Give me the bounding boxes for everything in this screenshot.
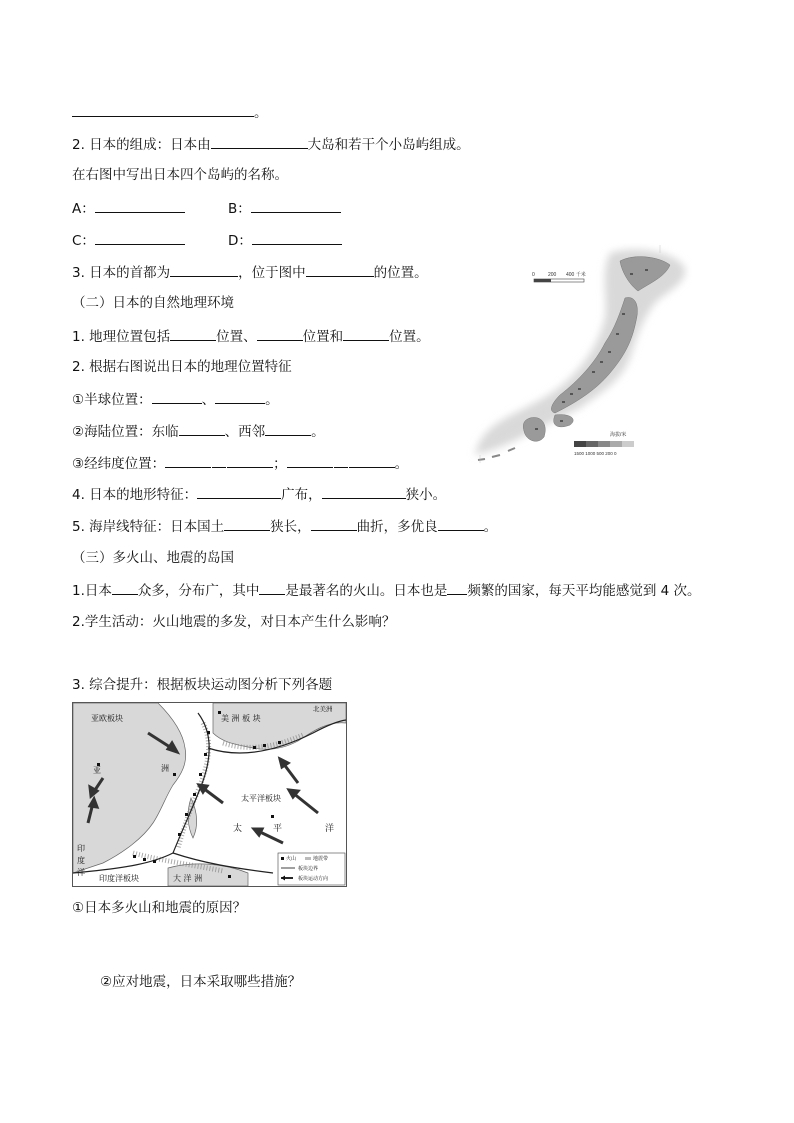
island-a-blank[interactable] [95, 200, 185, 213]
japan-map [460, 243, 692, 465]
previous-answer-line: 。 [72, 104, 268, 121]
asia-label: 亚 [93, 766, 101, 775]
sea-land-row: ②海陆位置：东临 、西邻 。 [72, 424, 325, 440]
oceania-label: 大 洋 洲 [173, 874, 203, 883]
answer-blank[interactable] [349, 455, 395, 468]
pacific-ocean-label-3: 洋 [325, 824, 335, 834]
kyushu-island [523, 417, 545, 441]
answer-blank[interactable] [257, 328, 303, 341]
capital-blank[interactable] [170, 264, 238, 277]
island-b-blank[interactable] [251, 200, 341, 213]
answer-blank[interactable] [265, 423, 311, 436]
svg-text:1500 1000 500 200 0: 1500 1000 500 200 0 [574, 451, 617, 456]
section-heading-natural: （二）日本的自然地理环境 [72, 295, 234, 311]
shikoku-island [554, 415, 573, 427]
indian-ocean-label-2: 度 [77, 856, 85, 865]
question-location-types: 1. 地理位置包括 位置、 位置和 位置。 [72, 329, 430, 345]
answer-blank[interactable] [343, 328, 389, 341]
island-d-blank[interactable] [252, 232, 342, 245]
answer-blank[interactable] [322, 486, 406, 499]
answer-blank[interactable] [211, 136, 308, 149]
comprehensive-question-row: 3. 综合提升：根据板块运动图分析下列各题 [72, 677, 333, 693]
coastline-row: 5. 海岸线特征：日本国土 狭长， 曲折，多优良 。 [72, 519, 498, 535]
north-america-label: 北美洲 [313, 705, 333, 713]
answer-blank[interactable] [197, 486, 281, 499]
answer-blank[interactable] [72, 104, 254, 117]
svg-text:海拔/米: 海拔/米 [610, 432, 627, 438]
elevation-legend [574, 431, 634, 456]
answer-blank[interactable] [112, 582, 138, 595]
range-dash [212, 460, 226, 468]
hemisphere-row: ①半球位置： 、 。 [72, 392, 279, 408]
svg-text:200: 200 [548, 272, 557, 278]
america-plate-label: 美 洲 板 块 [221, 714, 261, 723]
sub-question-measures: ②应对地震，日本采取哪些措施？ [100, 974, 302, 990]
volcano-question-row: 1.日本 众多，分布广，其中 是最著名的火山。日本也是 频繁的国家，每天平均能感觉到 4 次。 [72, 583, 701, 599]
legend-direction: 板块运动方向 [298, 876, 329, 882]
svg-text:0: 0 [532, 272, 535, 278]
lat-lon-row: ③经纬度位置： ； 。 [72, 456, 409, 472]
legend-volcano: 火山 [286, 856, 297, 862]
capital-position-blank[interactable] [306, 264, 374, 277]
zhou-label: 洲 [161, 764, 169, 773]
indian-ocean-label-3: 洋 [77, 868, 85, 877]
answer-blank[interactable] [311, 518, 357, 531]
legend-boundary: 板块边界 [298, 866, 319, 872]
terrain-row: 4. 日本的地形特征： 广布， 狭小。 [72, 487, 447, 503]
answer-blank[interactable] [447, 582, 467, 595]
scale-bar [532, 271, 586, 282]
pacific-ocean-label-1: 太 [233, 824, 243, 834]
question-capital: 3. 日本的首都为 ，位于图中 的位置。 [72, 265, 428, 281]
answer-blank[interactable] [152, 391, 202, 404]
plate-tectonics-map [72, 702, 347, 887]
indian-ocean-label-1: 印 [77, 844, 85, 853]
legend-quake: 地震带 [313, 856, 329, 862]
answer-blank[interactable] [438, 518, 484, 531]
answer-blank[interactable] [170, 328, 216, 341]
island-b-row: B： [228, 200, 341, 217]
answer-blank[interactable] [224, 518, 270, 531]
svg-text:400 千米: 400 千米 [566, 272, 586, 278]
sub-question-cause: ①日本多火山和地震的原因？ [72, 900, 247, 916]
island-c-row: C： [72, 232, 185, 249]
section-heading-volcano: （三）多火山、地震的岛国 [72, 550, 234, 566]
answer-blank[interactable] [287, 455, 333, 468]
pacific-ocean-label-2: 平 [273, 824, 283, 834]
plate-map-legend [278, 853, 345, 885]
island-d-row: D： [228, 232, 342, 249]
answer-blank[interactable] [165, 455, 211, 468]
question-japan-composition: 2. 日本的组成：日本由 大岛和若干个小岛屿组成。 [72, 137, 470, 153]
range-dash [334, 460, 348, 468]
answer-blank[interactable] [179, 423, 225, 436]
indian-plate-label: 印度洋板块 [99, 874, 139, 883]
eurasian-plate-label: 亚欧板块 [91, 714, 123, 723]
student-activity-row: 2.学生活动：火山地震的多发，对日本产生什么影响？ [72, 614, 396, 630]
answer-blank[interactable] [227, 455, 273, 468]
island-c-blank[interactable] [95, 232, 185, 245]
answer-blank[interactable] [215, 391, 265, 404]
answer-blank[interactable] [259, 582, 285, 595]
pacific-plate-label: 太平洋板块 [241, 794, 281, 803]
question-location-features: 2. 根据右图说出日本的地理位置特征 [72, 359, 292, 375]
instruction-island-names: 在右图中写出日本四个岛屿的名称。 [72, 167, 288, 183]
island-a-row: A： [72, 200, 185, 217]
